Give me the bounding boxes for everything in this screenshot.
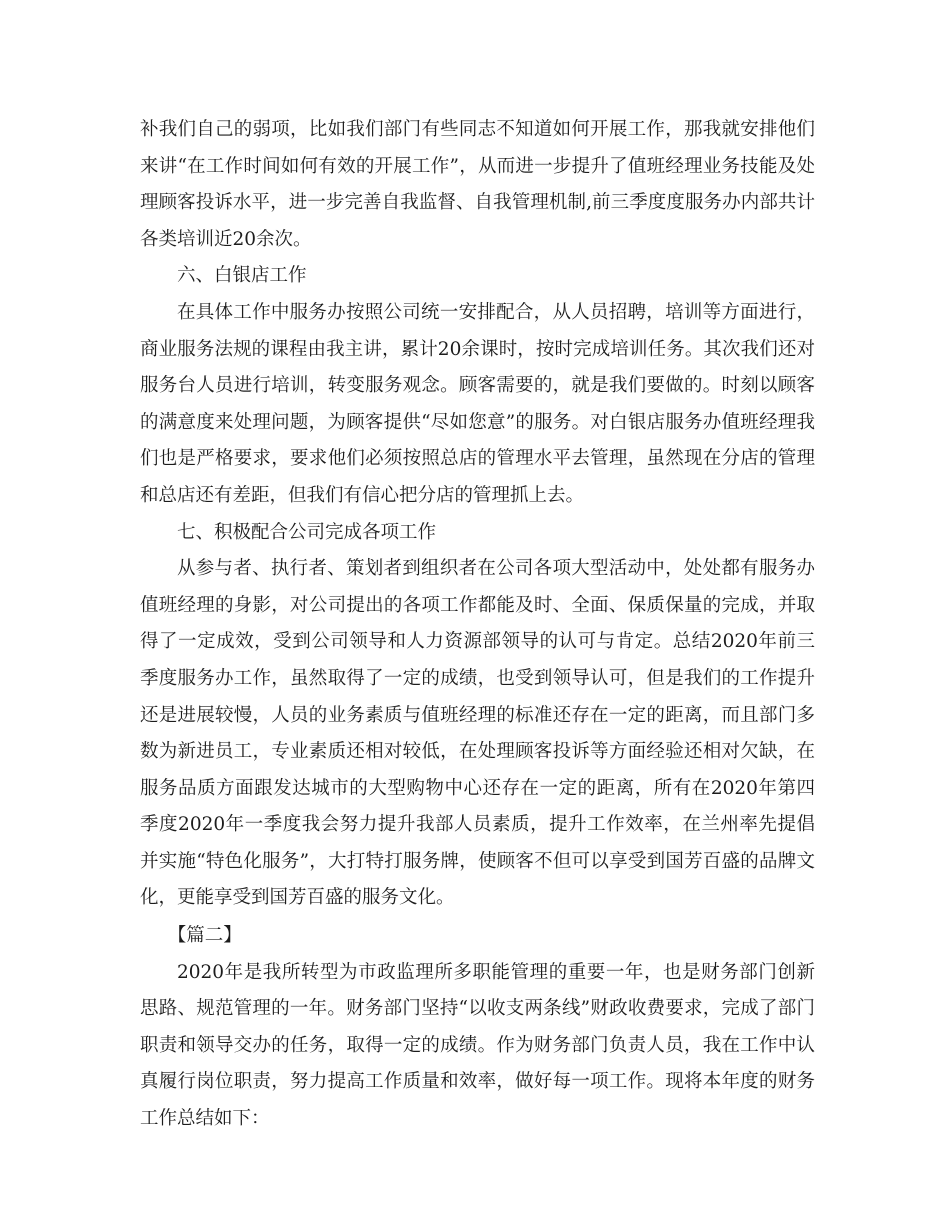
document-body (140, 112, 815, 1138)
paragraph-baiyin-store: 在具体工作中服务办按照公司统一安排配合，从人员招聘，培训等方面进行，商业服务法规的课程由我主讲，累计20余课时，按时完成培训任务。其次我们还对服务台人员进行培训，转变服务观念。顾客需要的，就是我们要做的。时刻以顾客的满意度来处理问题，为顾客提供“尽如您意”的服务。对白银店服务办值班经理我们也是严格要求，要求他们必须按照总店的管理水平去管理，虽然现在分店的管理和总店还有差距，但我们有信心把分店的管理抓上去。 (140, 301, 815, 506)
paragraph-training: 补我们自己的弱项，比如我们部门有些同志不知道如何开展工作，那我就安排他们来讲“在工作时间如何有效的开展工作”，从而进一步提升了值班经理业务技能及处理顾客投诉水平，进一步完善自我监督、自我管理机制,前三季度度服务办内部共计各类培训近20余次。 (140, 119, 815, 250)
paragraph-finance-intro: 2020年是我所转型为市政监理所多职能管理的重要一年，也是财务部门创新思路、规范管理的一年。财务部门坚持“以收支两条线”财政收费要求，完成了部门职责和领导交办的任务，取得一定的成绩。作为财务部门负责人员，我在工作中认真履行岗位职责，努力提高工作质量和效率，做好每一项工作。现将本年度的财务工作总结如下： (140, 961, 815, 1130)
heading-company-cooperation: 七、积极配合公司完成各项工作 (177, 521, 437, 543)
paragraph-company-cooperation: 从参与者、执行者、策划者到组织者在公司各项大型活动中，处处都有服务办值班经理的身影，对公司提出的各项工作都能及时、全面、保质保量的完成，并取得了一定成效，受到公司领导和人力资源部领导的认可与肯定。总结2020年前三季度服务办工作，虽然取得了一定的成绩，也受到领导认可，但是我们的工作提升还是进展较慢，人员的业务素质与值班经理的标准还存在一定的距离，而且部门多数为新进员工，专业素质还相对较低，在处理顾客投诉等方面经验还相对欠缺，在服务品质方面跟发达城市的大型购物中心还存在一定的距离，所有在2020年第四季度2020年一季度我会努力提升我部人员素质，提升工作效率，在兰州率先提倡并实施“特色化服务”，大打特打服务牌，使顾客不但可以享受到国芳百盛的品牌文化，更能享受到国芳百盛的服务文化。 (140, 558, 815, 909)
heading-baiyin-store: 六、白银店工作 (177, 265, 307, 287)
section-label-part-two: 【篇二】 (167, 925, 242, 947)
